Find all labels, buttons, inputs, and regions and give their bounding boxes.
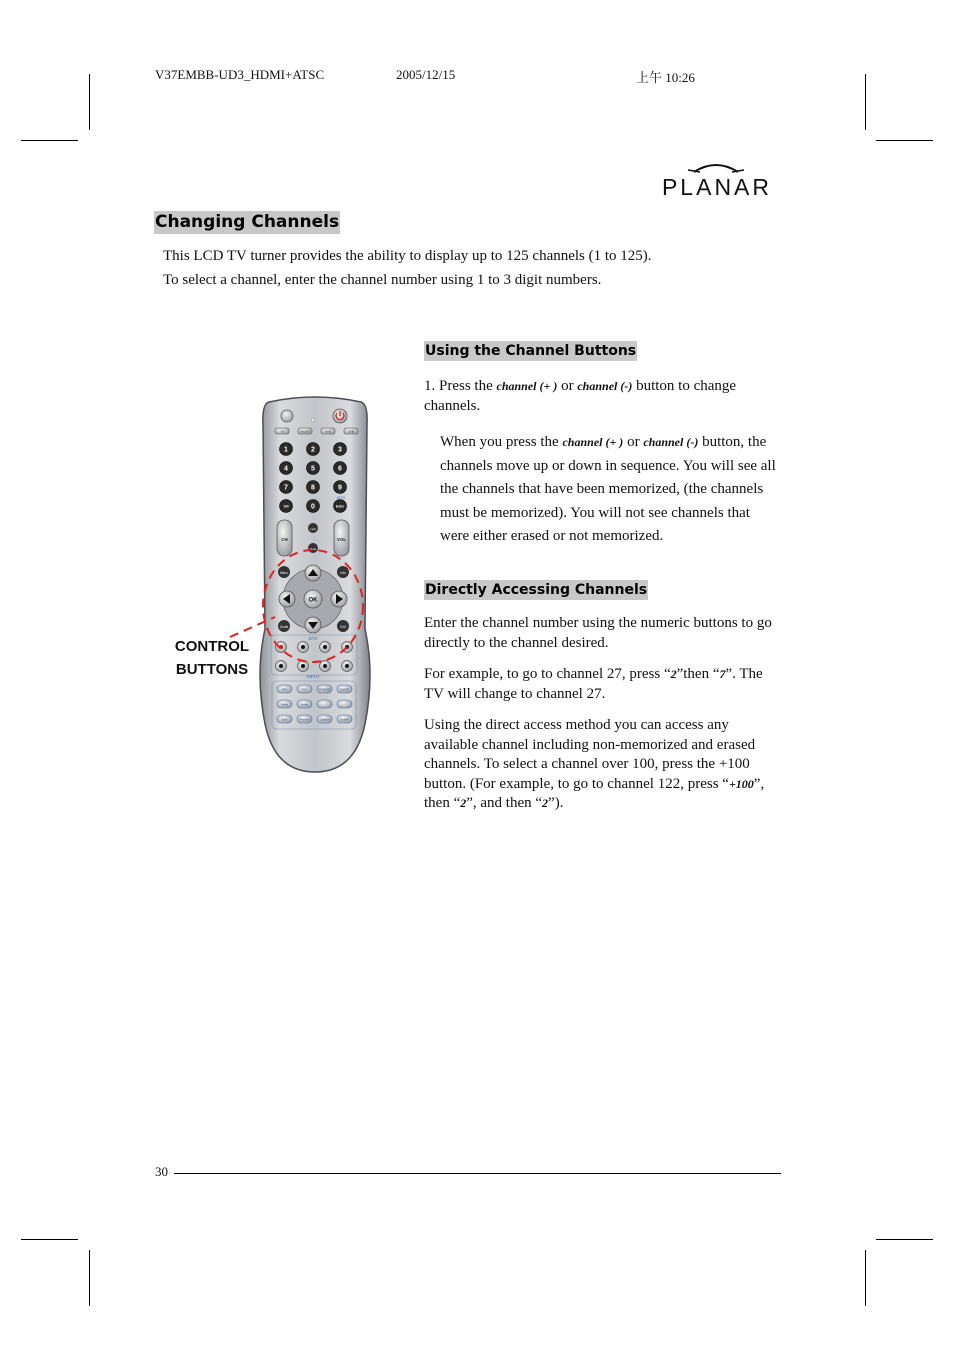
source-label: DVD [324, 429, 332, 434]
mute-label: Mute [309, 547, 317, 551]
ch-label: CH [281, 537, 288, 542]
text-run: ”, and then “ [466, 795, 543, 811]
channel-plus-label: channel (+ ) [562, 435, 624, 449]
crop-mark [865, 74, 866, 130]
digit-label: 9 [338, 484, 342, 492]
source-label: VIDEO [300, 429, 310, 434]
function-label: ARC [281, 687, 288, 692]
text-run: Using the direct access method you can access any available channel including non-memorized and erased channels. To select a channel over 100, press the +100 button. (For example, to go to channel 122, press “ [424, 717, 756, 792]
led-indicator [311, 418, 315, 422]
direct-paragraph-3 [424, 716, 776, 814]
function-label: Position [299, 717, 310, 722]
function-label: Audio [300, 702, 309, 707]
digit-label: 6 [338, 465, 342, 473]
function-label: Sub/W [340, 717, 349, 722]
section-title-channel-buttons: Using the Channel Buttons [425, 343, 637, 359]
crop-mark [876, 1239, 933, 1240]
channel-minus-label: channel (-) [577, 379, 633, 393]
vol-label: VOL [336, 537, 347, 542]
function-label: PIC [302, 687, 307, 692]
text-run: ”). [548, 795, 564, 811]
text-run: ”, then “ [424, 775, 765, 811]
function-label: Video [280, 702, 289, 707]
callout-label-line-1: CONTROL [174, 638, 250, 655]
key-label: +100 [728, 776, 754, 791]
key-label: 7 [719, 667, 726, 681]
key-label: 2 [542, 796, 549, 810]
channel-plus-label: channel (+ ) [496, 379, 558, 393]
exit-label: Exit [340, 625, 346, 629]
function-label: Caption [319, 717, 330, 722]
mute-top-icon [281, 410, 293, 422]
text-run: ”then “ [676, 666, 720, 682]
crop-mark [876, 140, 933, 141]
crop-mark [89, 74, 90, 130]
digit-label: 4 [284, 465, 288, 473]
digit-label: 5 [311, 465, 315, 473]
print-header-date: 2005/12/15 [396, 67, 456, 82]
last-label: Last [310, 527, 316, 531]
crop-mark [865, 1250, 866, 1306]
digit-label: Enter [335, 504, 345, 509]
text-run: or [557, 378, 578, 394]
crop-mark [21, 140, 78, 141]
ok-label: OK [308, 597, 318, 604]
key-label: 2 [670, 667, 677, 681]
channel-minus-label: channel (-) [643, 435, 699, 449]
source-label: STB [348, 429, 354, 434]
mts-label: MTS [336, 495, 346, 500]
digit-label: 8 [311, 484, 315, 492]
digit-label: 1 [284, 446, 288, 454]
source-label: TV [280, 429, 284, 434]
channel-step-1 [424, 377, 774, 416]
function-button [337, 700, 352, 708]
logo-wordmark: PLANAR [661, 174, 773, 200]
text-run: When you press the [440, 434, 563, 450]
section-title-direct-access: Directly Accessing Channels [425, 582, 648, 598]
direct-paragraph-2 [424, 665, 776, 704]
info-label: Info [340, 571, 346, 575]
text-run: button, the channels move up or down in sequence. You will see all the channels that have been memorized, (the channels must be memorized). You will not see channels that were either erased or not memorized. [440, 434, 776, 545]
text-run: button to change channels. [424, 378, 737, 414]
digit-label: 7 [284, 484, 288, 492]
text-run: 1. Press the [424, 378, 497, 394]
crop-mark [89, 1250, 90, 1306]
print-header-doc-id: V37EMBB-UD3_HDMI+ATSC [155, 67, 325, 82]
channel-paragraph-2 [440, 431, 776, 549]
function-label: SLEEP [339, 687, 350, 692]
text-run: For example, to go to channel 27, press “ [424, 666, 671, 682]
guide-label: Guide [279, 625, 289, 629]
callout-label-line-2: BUTTONS [175, 661, 249, 678]
text-run: or [623, 434, 644, 450]
crop-mark [21, 1239, 78, 1240]
digit-label: 100 [283, 504, 289, 509]
function-label: Size [281, 717, 288, 722]
menu-label: Menu [280, 571, 288, 575]
dtv-label: DTV [308, 636, 318, 641]
digit-label: 3 [338, 446, 342, 454]
direct-paragraph-1: Enter the channel number using the numeric buttons to go directly to the channel desired. [424, 615, 772, 651]
input-label: INPUT [306, 674, 320, 679]
page-title: Changing Channels [155, 212, 340, 232]
planar-logo [652, 158, 782, 202]
function-label: FREEZE [318, 687, 331, 692]
intro-line-2: To select a channel, enter the channel number using 1 to 3 digit numbers. [163, 272, 602, 288]
page-number: 30 [155, 1164, 168, 1179]
digit-label: 2 [311, 446, 315, 454]
print-header-time: 上午 10:26 [636, 70, 695, 85]
function-button [317, 700, 332, 708]
key-label: 2 [460, 796, 467, 810]
intro-line-1: This LCD TV turner provides the ability to display up to 125 channels (1 to 125). [163, 248, 652, 264]
footer-rule [174, 1173, 781, 1174]
digit-label: 0 [311, 503, 315, 511]
text-run: ”. The TV will change to channel 27. [424, 666, 763, 702]
